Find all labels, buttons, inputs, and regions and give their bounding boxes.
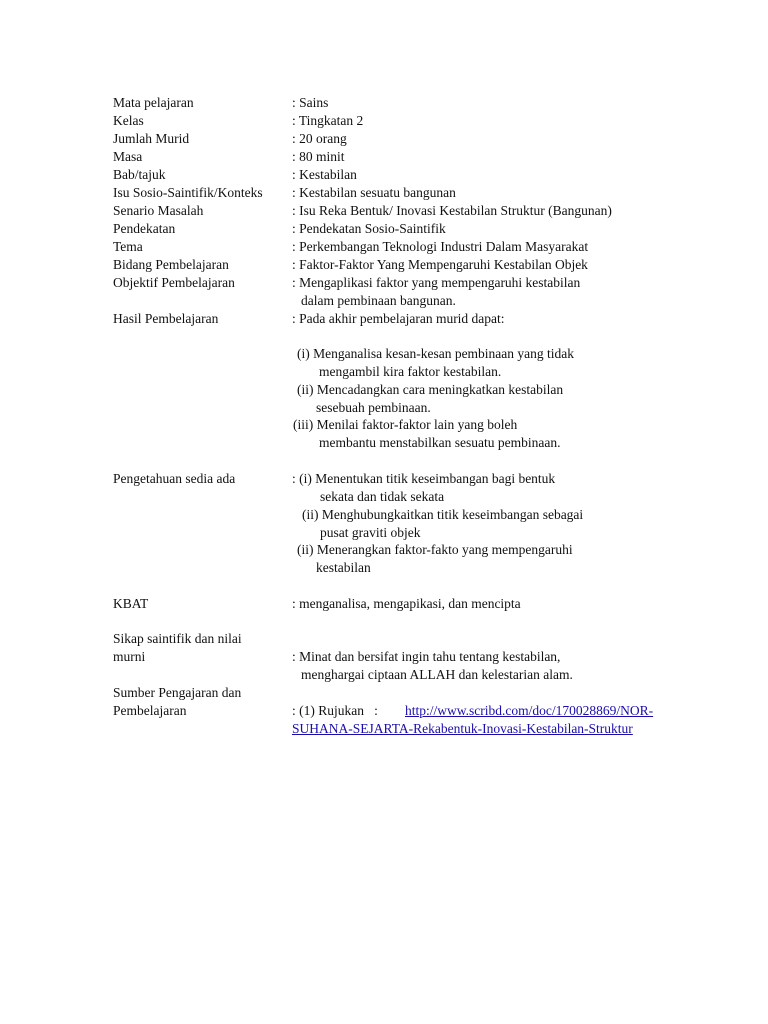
field-label: Kelas (113, 113, 144, 128)
field-row (0, 130, 768, 148)
pengetahuan-item (0, 506, 768, 524)
pengetahuan-item-line: sekata dan tidak sekata (320, 489, 445, 504)
hasil-item-line: (i) Menganalisa kesan-kesan pembinaan yang tidak (297, 346, 575, 361)
field-row (0, 220, 768, 238)
sikap-row (0, 630, 768, 648)
objektif-line: : Mengaplikasi faktor yang mempengaruhi kestabilan (292, 275, 581, 290)
field-label: Isu Sosio-Saintifik/Konteks (113, 185, 263, 200)
hasil-item-cont (0, 363, 768, 381)
field-row (0, 166, 768, 184)
field-value: : 80 minit (292, 149, 345, 164)
sumber-label: Sumber Pengajaran dan (113, 685, 242, 700)
field-value: : Faktor-Faktor Yang Mempengaruhi Kestabilan Objek (292, 257, 588, 272)
field-row (0, 184, 768, 202)
kbat-row (0, 595, 768, 613)
field-value: : 20 orang (292, 131, 347, 146)
sikap-label: murni (113, 649, 146, 664)
field-row (0, 94, 768, 112)
objektif-label: Objektif Pembelajaran (113, 275, 235, 290)
hasil-item (0, 416, 768, 434)
reference-link[interactable]: http://www.scribd.com/doc/170028869/NOR- (405, 703, 654, 718)
field-label: Bidang Pembelajaran (113, 257, 229, 272)
reference-link[interactable]: SUHANA-SEJARTA-Rekabentuk-Inovasi-Kestabilan-Struktur (292, 721, 633, 736)
objektif-row-cont (0, 292, 768, 310)
objektif-line: dalam pembinaan bangunan. (301, 293, 456, 308)
field-label: Jumlah Murid (113, 131, 190, 146)
pengetahuan-row (0, 470, 768, 488)
hasil-item-line: membantu menstabilkan sesuatu pembinaan. (319, 435, 561, 450)
sumber-row-cont (0, 702, 768, 720)
pengetahuan-item-line: (ii) Menghubungkaitkan titik keseimbangan sebagai (302, 507, 584, 522)
pengetahuan-item (0, 541, 768, 559)
field-label: Masa (113, 149, 143, 164)
pengetahuan-item-cont (0, 559, 768, 577)
field-label: Bab/tajuk (113, 167, 166, 182)
hasil-item-cont (0, 434, 768, 452)
sikap-row-cont (0, 648, 768, 666)
field-row (0, 202, 768, 220)
pengetahuan-item-line: pusat graviti objek (320, 525, 421, 540)
field-label: Mata pelajaran (113, 95, 194, 110)
pengetahuan-item-line: (ii) Menerangkan faktor-fakto yang mempengaruhi (297, 542, 573, 557)
hasil-item-cont (0, 399, 768, 417)
field-value: : Perkembangan Teknologi Industri Dalam Masyarakat (292, 239, 589, 254)
hasil-item-line: mengambil kira faktor kestabilan. (319, 364, 502, 379)
kbat-label: KBAT (113, 596, 149, 611)
sumber-label: Pembelajaran (113, 703, 187, 718)
field-value: : Tingkatan 2 (292, 113, 364, 128)
pengetahuan-item-line: kestabilan (316, 560, 371, 575)
pengetahuan-item-cont (0, 524, 768, 542)
pengetahuan-item-cont (0, 488, 768, 506)
field-row (0, 148, 768, 166)
field-value: : Isu Reka Bentuk/ Inovasi Kestabilan Struktur (Bangunan) (292, 203, 612, 218)
field-row (0, 238, 768, 256)
field-row (0, 256, 768, 274)
hasil-item-line: (iii) Menilai faktor-faktor lain yang boleh (293, 417, 518, 432)
pengetahuan-item-line: : (i) Menentukan titik keseimbangan bagi bentuk (292, 471, 556, 486)
sumber-prefix: : (1) Rujukan : (292, 703, 378, 718)
sikap-value: menghargai ciptaan ALLAH dan kelestarian alam. (301, 667, 573, 682)
hasil-item (0, 381, 768, 399)
hasil-row (0, 310, 768, 328)
kbat-value: : menganalisa, mengapikasi, dan mencipta (292, 596, 521, 611)
sikap-label: Sikap saintifik dan nilai (113, 631, 242, 646)
hasil-item-line: (ii) Mencadangkan cara meningkatkan kestabilan (297, 382, 564, 397)
field-label: Tema (113, 239, 143, 254)
sumber-row-cont (0, 720, 768, 738)
hasil-intro: : Pada akhir pembelajaran murid dapat: (292, 311, 505, 326)
objektif-row (0, 274, 768, 292)
field-value: : Sains (292, 95, 329, 110)
field-value: : Kestabilan (292, 167, 357, 182)
hasil-item-line: sesebuah pembinaan. (316, 400, 431, 415)
field-value: : Pendekatan Sosio-Saintifik (292, 221, 446, 236)
field-label: Pendekatan (113, 221, 176, 236)
sikap-value: : Minat dan bersifat ingin tahu tentang kestabilan, (292, 649, 561, 664)
field-row (0, 112, 768, 130)
pengetahuan-label: Pengetahuan sedia ada (113, 471, 236, 486)
sikap-row-cont (0, 666, 768, 684)
field-label: Senario Masalah (113, 203, 204, 218)
hasil-item (0, 345, 768, 363)
sumber-row (0, 684, 768, 702)
field-value: : Kestabilan sesuatu bangunan (292, 185, 456, 200)
hasil-label: Hasil Pembelajaran (113, 311, 219, 326)
